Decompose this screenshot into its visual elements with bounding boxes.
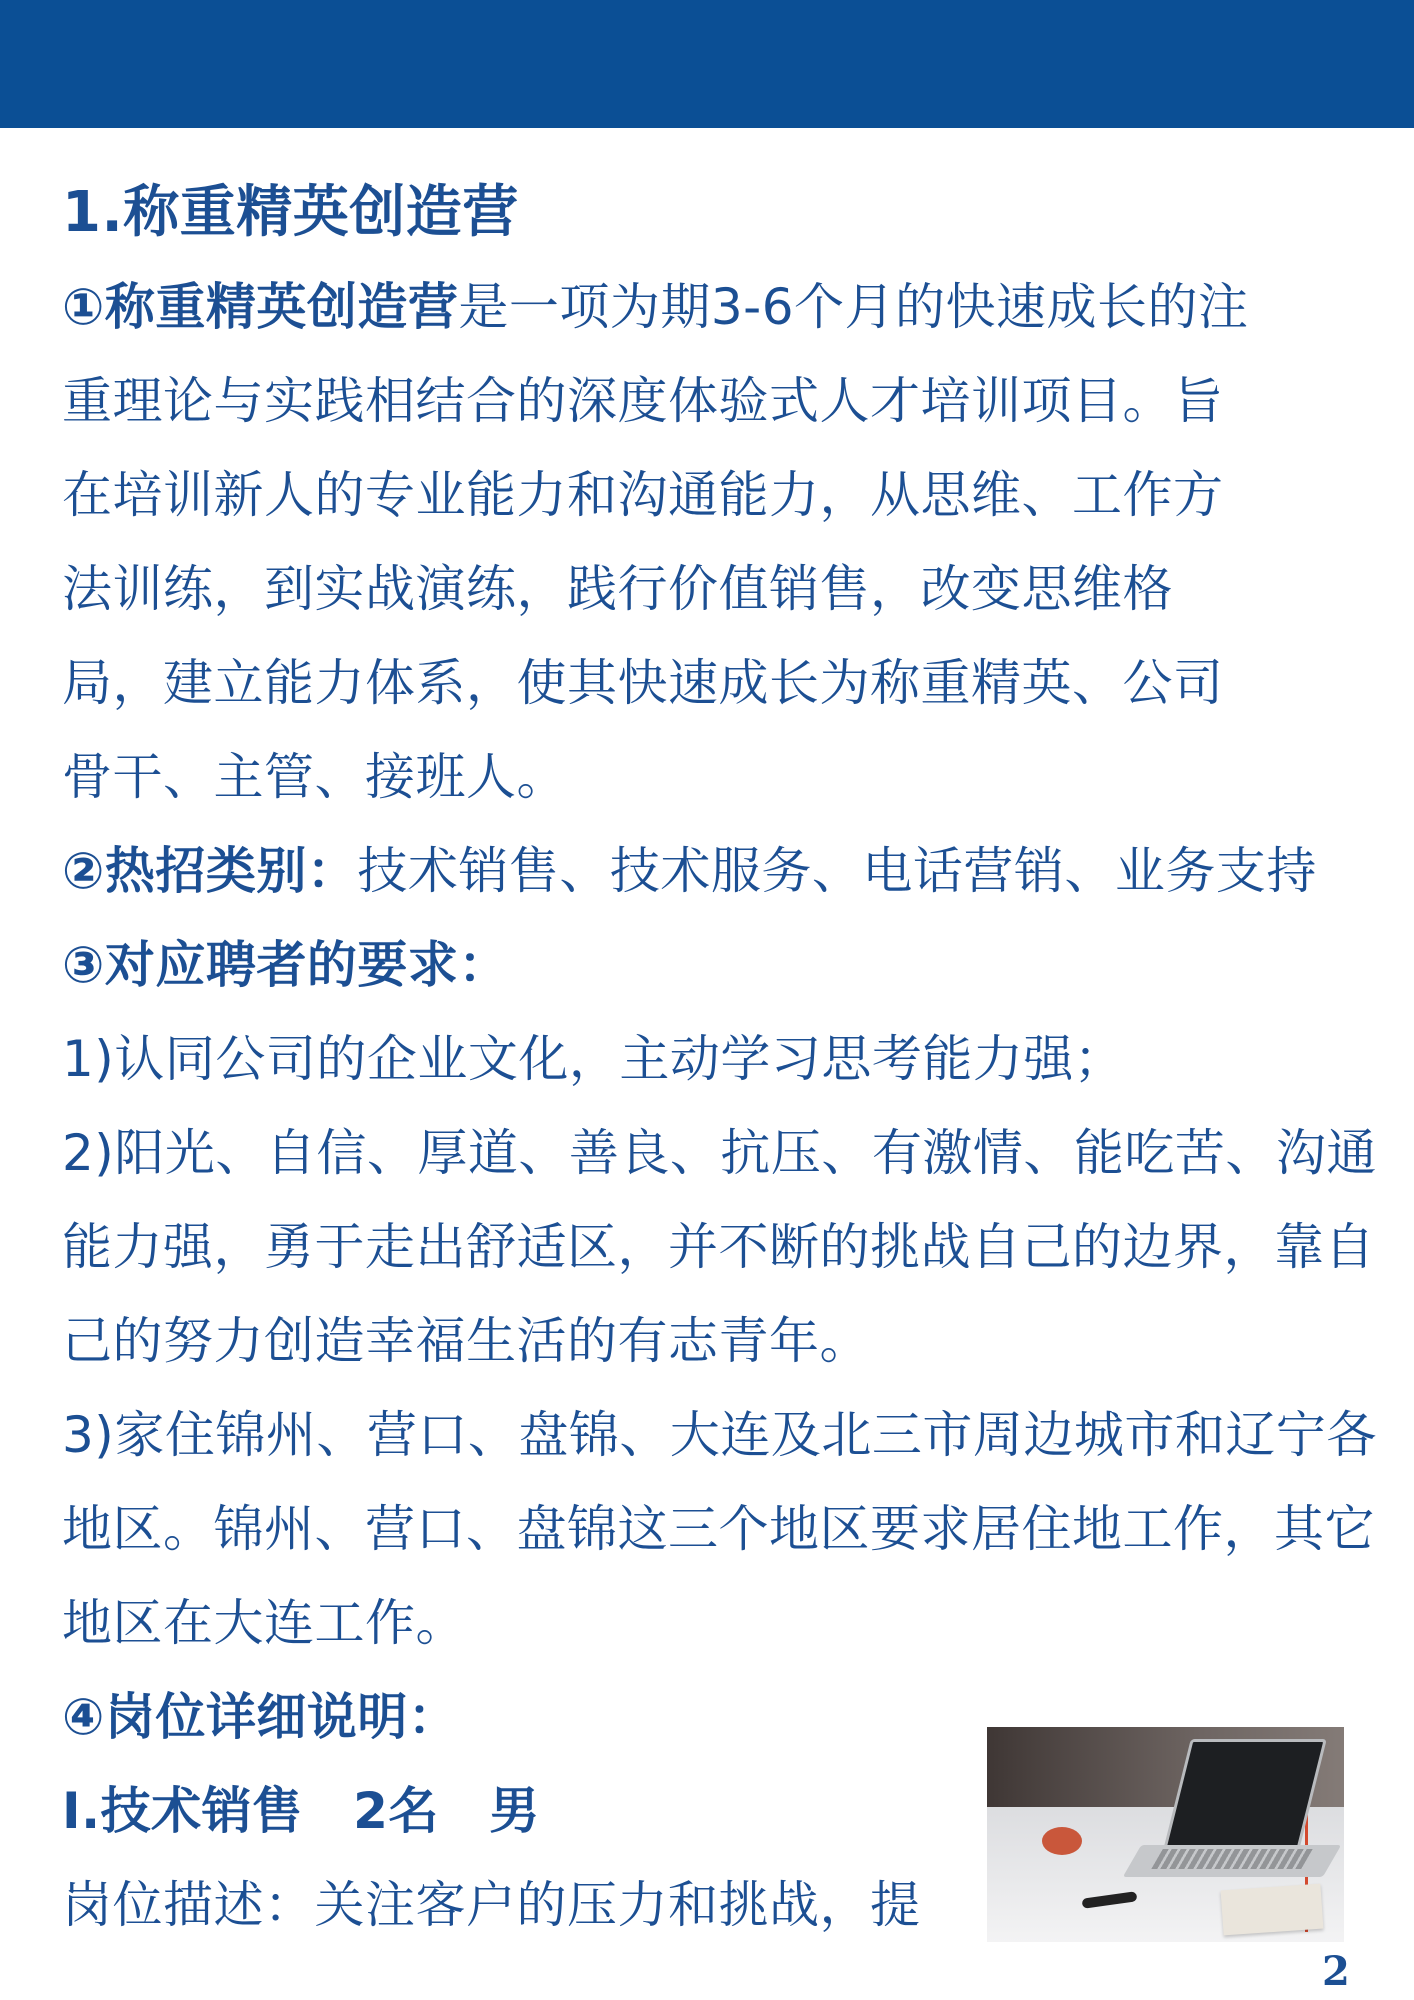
requirement-line-7: 地区在大连工作。 (62, 1594, 466, 1652)
requirement-line-6: 地区。锦州、营口、盘锦这三个地区要求居住地工作，其它 (62, 1500, 1375, 1558)
page-number: 2 (1322, 1948, 1350, 1995)
photo-laptop-keys (1151, 1849, 1313, 1869)
intro-line-3: 在培训新人的专业能力和沟通能力，从思维、工作方 (62, 466, 1224, 524)
intro-line-5: 局，建立能力体系，使其快速成长为称重精英、公司 (62, 654, 1224, 712)
categories-value: 技术销售、技术服务、电话营销、业务支持 (357, 842, 1317, 900)
intro-bold: ①称重精英创造营 (62, 278, 459, 336)
position-description: 岗位描述：关注客户的压力和挑战，提 (62, 1876, 921, 1934)
details-heading: ④岗位详细说明： (62, 1688, 459, 1746)
requirement-line-3: 能力强，勇于走出舒适区，并不断的挑战自己的边界，靠自 (62, 1218, 1375, 1276)
intro-line-6: 骨干、主管、接班人。 (62, 748, 567, 806)
requirement-line-5: 3)家住锦州、营口、盘锦、大连及北三市周边城市和辽宁各 (62, 1406, 1377, 1464)
section-title: 1.称重精英创造营 (62, 180, 519, 245)
intro-text: 是一项为期3-6个月的快速成长的注 (458, 278, 1249, 336)
photo-laptop-screen (1163, 1739, 1327, 1850)
photo-red-mug (1042, 1827, 1082, 1855)
requirement-line-4: 己的努力创造幸福生活的有志青年。 (62, 1312, 870, 1370)
intro-line-2: 重理论与实践相结合的深度体验式人才培训项目。旨 (62, 372, 1224, 430)
categories-label: ②热招类别： (62, 842, 358, 900)
page-content (62, 166, 1377, 1952)
requirement-line-1: 1)认同公司的企业文化，主动学习思考能力强； (62, 1030, 1125, 1088)
requirements-heading: ③对应聘者的要求： (62, 936, 509, 994)
categories-line (62, 824, 1352, 918)
intro-line-4: 法训练，到实战演练，践行价值销售，改变思维格 (62, 560, 1173, 618)
photo-notebook (1221, 1884, 1324, 1936)
laptop-desk-photo (987, 1727, 1344, 1942)
requirement-line-2: 2)阳光、自信、厚道、善良、抗压、有激情、能吃苦、沟通 (62, 1124, 1377, 1182)
intro-line-1 (62, 260, 1352, 354)
position-title: I.技术销售 2名 男 (62, 1782, 540, 1840)
header-band (0, 0, 1414, 128)
